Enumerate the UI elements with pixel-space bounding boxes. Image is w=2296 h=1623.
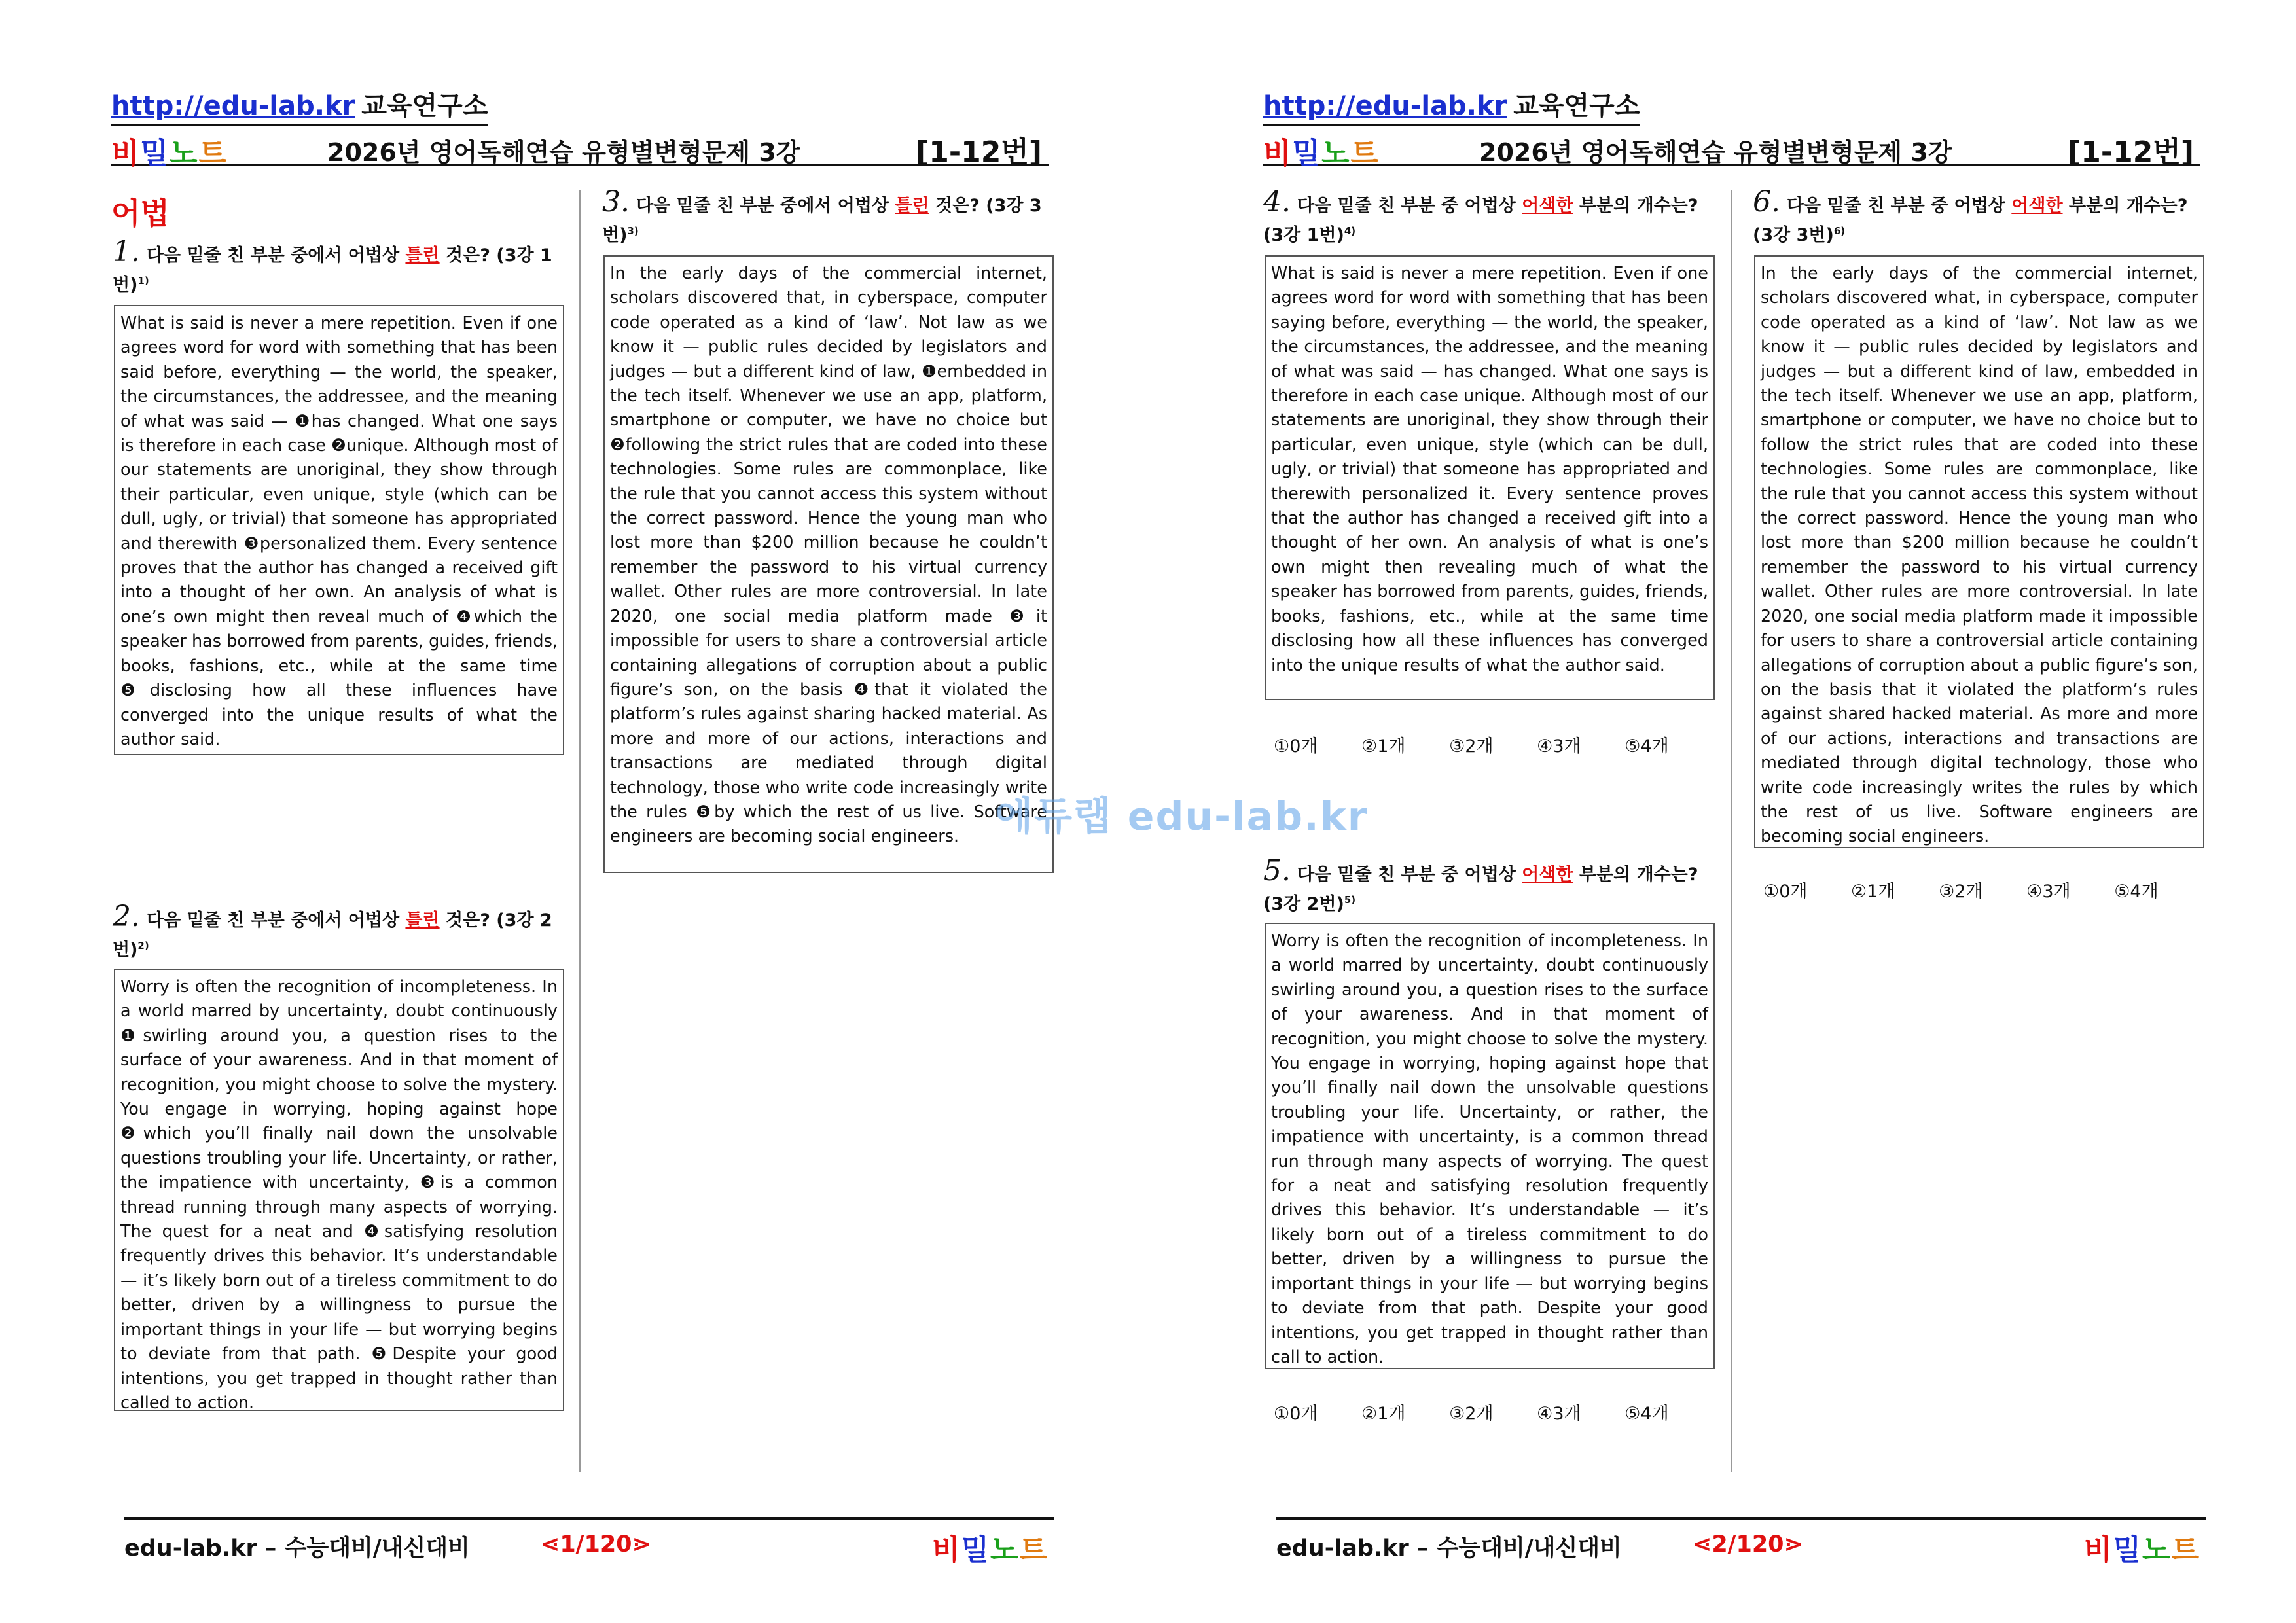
question-2-passage: Worry is often the recognition of incompleteness. In a world marred by uncertainty, doubt continuously ❶swirling around you, a question rises to the surface of your awareness. And in that moment of recognition, you might choose to solve the mystery. You engage in worrying, hoping against hope ❷which you’ll finally nail down the unsolvable questions troubling your life. Uncertainty, or rather, the impatience with uncertainty, ❸is a common thread running through many aspects of worrying. The quest for a neat and ❹satisfying resolution frequently drives this behavior. It’s understandable — it’s likely born out of a tireless commitment to do better, driven by a willingness to pursue the important things in your life — but worrying begins to deviate from that path. ❺Despite your good intentions, you get trapped in thought rather than called to action. (114, 969, 564, 1411)
question-number: 5. (1263, 854, 1291, 887)
footer-page-number: ⋖2/120⋗ (1693, 1531, 1803, 1558)
brand-char: 트 (1019, 1533, 1049, 1567)
site-org: 교육연구소 (1513, 91, 1640, 121)
question-prompt-tail: 것은? (3강 2번) (113, 910, 552, 960)
question-1-passage: What is said is never a mere repetition. Even if one agrees word for word with something that has been said before, everything — the world, the speaker, the circumstances, the addressee, and the meaning of what was said — ❶has changed. What one says is therefore in each case ❷unique. Although most of our statements are unoriginal, they show through their particular, even unique, style (which can be dull, ugly, or trivial) that someone has appropriated and therewith ❸personalized them. Every sentence proves that the author has changed a received gift into a thought of her own. An analysis of what is one’s own might then reveal much of ❹which the speaker has borrowed from parents, guides, friends, books, fashions, etc., while at the same time ❺disclosing how all these influences have converged into the unique results of what the author said. (114, 305, 564, 755)
question-3-passage: In the early days of the commercial internet, scholars discovered that, in cyberspace, computer code operated as a kind of ‘law’. Not law as we know it — public rules decided by legislators and judges — but a different kind of law, ❶embedded in the tech itself. Whenever we use an app, platform, smartphone or computer, we have no choice but ❷following the strict rules that are coded into these technologies. Some rules are commonplace, like the rule that you cannot access this system without the correct password. Hence the young man who lost more than $200 million because he couldn’t remember the password to his virtual currency wallet. Other rules are more controversial. In late 2020, one social media platform made ❸it impossible for users to share a controversial article containing allegations of corruption about a public figure’s son, on the basis ❹that it violated the platform’s rules against sharing hacked material. As more and more of our actions, interactions and transactions are mediated through digital technology, those who write code increasingly write the rules ❺by which the rest of us live. Software engineers are becoming social engineers. (603, 255, 1054, 873)
question-prompt: 다음 밑줄 친 부분 중에서 어법상 (636, 196, 895, 216)
brand-char: 밀 (1292, 137, 1322, 170)
header-range: [1-12번] (916, 135, 1042, 169)
question-number: 3. (602, 185, 630, 219)
brand-char: 노 (2142, 1533, 2172, 1567)
site-link[interactable] (1263, 85, 1640, 126)
brand-char: 트 (1350, 137, 1380, 170)
brand-logo (1263, 130, 1380, 171)
question-number: 4. (1263, 185, 1291, 219)
footnote-mark: 5) (1344, 894, 1356, 906)
question-3-head (602, 185, 1054, 248)
question-5-options[interactable]: ①0개 ②1개 ③2개 ④3개 ⑤4개 (1274, 1404, 1669, 1424)
brand-char: 밀 (140, 137, 170, 170)
brand-char: 비 (932, 1533, 961, 1567)
question-number: 1. (113, 235, 140, 268)
site-link[interactable] (111, 85, 488, 126)
question-key-word: 틀린 (895, 196, 929, 216)
question-5-passage: Worry is often the recognition of incompleteness. In a world marred by uncertainty, doubt continuously swirling around you, a question rises to the surface of your awareness. And in that moment of recognition, you might choose to solve the mystery. You engage in worrying, hoping against hope that you’ll finally nail down the unsolvable questions troubling your life. Uncertainty, or rather, the impatience with uncertainty, is a common thread run through many aspects of worrying. The quest for a neat and satisfying resolution frequently drives this behavior. It’s understandable — it’s likely born out of a tireless commitment to do better, driven by a willingness to pursue the important things in your life — but worrying begins to deviate from that path. Despite your good intentions, you get trapped in thought rather than call to action. (1265, 923, 1715, 1369)
site-url[interactable]: http://edu-lab.kr (111, 91, 355, 121)
brand-char: 노 (990, 1533, 1020, 1567)
question-prompt: 다음 밑줄 친 부분 중 어법상 (1297, 865, 1522, 885)
question-4-options[interactable]: ①0개 ②1개 ③2개 ④3개 ⑤4개 (1274, 736, 1669, 757)
footer-rule (1276, 1517, 2206, 1520)
question-number: 2. (113, 900, 140, 933)
footnote-mark: 1) (137, 275, 149, 287)
brand-char: 밀 (2113, 1533, 2143, 1567)
question-6-options[interactable]: ①0개 ②1개 ③2개 ④3개 ⑤4개 (1763, 882, 2159, 902)
header-title: 2026년 영어독해연습 유형별변형문제 3강 (1479, 138, 1952, 167)
question-key-word: 어색한 (1522, 196, 1573, 216)
header-title: 2026년 영어독해연습 유형별변형문제 3강 (327, 138, 800, 167)
question-key-word: 어색한 (1522, 865, 1573, 885)
footer-brand-logo (932, 1526, 1049, 1568)
footnote-mark: 4) (1344, 225, 1356, 237)
footer-rule (124, 1517, 1054, 1520)
brand-char: 밀 (961, 1533, 991, 1567)
brand-char: 트 (198, 137, 228, 170)
brand-char: 노 (170, 137, 199, 170)
page-header (111, 124, 1049, 170)
question-4-passage: What is said is never a mere repetition. Even if one agrees word for word with something that has been saying before, everything — the world, the speaker, the circumstances, the addressee, and the meaning of what was said — has changed. What one says is therefore in each case unique. Although most of our statements are unoriginal, they show through their particular, even unique, style (which can be dull, ugly, or trivial) that someone has appropriated and therewith personalized it. Every sentence proves that the author has changed a received gift into a thought of her own. An analysis of what is one’s own might then revealing much of what the speaker has borrowed from parents, guides, friends, books, fashions, etc., while at the same time disclosing how all these influences has converged into the unique results of what the author said. (1265, 255, 1715, 700)
footer-site: edu-lab.kr – 수능대비/내신대비 (124, 1535, 470, 1561)
brand-char: 노 (1321, 137, 1351, 170)
brand-char: 트 (2171, 1533, 2201, 1567)
page-header (1263, 124, 2200, 170)
footer-page-number: ⋖1/120⋗ (541, 1531, 651, 1558)
brand-char: 비 (1263, 137, 1293, 170)
footnote-mark: 3) (627, 225, 639, 237)
question-prompt-tail: 것은? (3강 3번) (602, 196, 1042, 245)
question-2-head (113, 900, 564, 963)
question-prompt-tail: 부분의 개수는? (3강 1번) (1263, 196, 1698, 245)
header-range: [1-12번] (2068, 135, 2194, 169)
footnote-mark: 2) (137, 940, 149, 952)
question-key-word: 틀린 (405, 245, 440, 266)
question-1-head (113, 235, 564, 298)
section-label: 어법 (111, 196, 170, 231)
question-prompt: 다음 밑줄 친 부분 중에서 어법상 (146, 910, 406, 931)
footer-site: edu-lab.kr – 수능대비/내신대비 (1276, 1535, 1622, 1561)
footer-brand-logo (2084, 1526, 2200, 1568)
question-prompt: 다음 밑줄 친 부분 중 어법상 (1786, 196, 2012, 216)
footnote-mark: 6) (1833, 225, 1846, 237)
column-divider (1731, 190, 1732, 1472)
brand-char: 비 (111, 137, 141, 170)
question-key-word: 어색한 (2011, 196, 2063, 216)
question-prompt: 다음 밑줄 친 부분 중 어법상 (1297, 196, 1522, 216)
question-number: 6. (1753, 185, 1780, 219)
site-url[interactable]: http://edu-lab.kr (1263, 91, 1507, 121)
brand-char: 비 (2084, 1533, 2113, 1567)
question-prompt-tail: 부분의 개수는? (3강 3번) (1753, 196, 2188, 245)
question-prompt-tail: 부분의 개수는? (3강 2번) (1263, 865, 1698, 914)
question-key-word: 틀린 (405, 910, 440, 931)
column-divider (579, 190, 581, 1472)
question-6-passage: In the early days of the commercial internet, scholars discovered what, in cyberspace, computer code operated as a kind of ‘law’. Not law as we know it — public rules decided by legislators and judges — but a different kind of law, embedded in the tech itself. Whenever we use an app, platform, smartphone or computer, we have no choice but to follow the strict rules that are coded into these technologies. Some rules are commonplace, like the rule that you cannot access this system without the correct password. Hence the young man who lost more than $200 million because he couldn’t remember the password to his virtual currency wallet. Other rules are more controversial. In late 2020, one social media platform made it impossible for users to share a controversial article containing allegations of corruption about a public figure’s son, on the basis that it violated the platform’s rules against shared hacked material. As more and more of our actions, interactions and transactions are mediated through digital technology, those who write code increasingly writes the rules by which the rest of us live. Software engineers are becoming social engineers. (1754, 255, 2204, 848)
question-prompt-tail: 것은? (3강 1번) (113, 245, 552, 295)
question-prompt: 다음 밑줄 친 부분 중에서 어법상 (146, 245, 406, 266)
site-org: 교육연구소 (361, 91, 488, 121)
brand-logo (111, 130, 228, 171)
question-4-head (1263, 185, 1715, 248)
question-5-head (1263, 854, 1715, 917)
question-6-head (1753, 185, 2204, 248)
watermark: 에듀랩 edu-lab.kr (995, 794, 1369, 840)
